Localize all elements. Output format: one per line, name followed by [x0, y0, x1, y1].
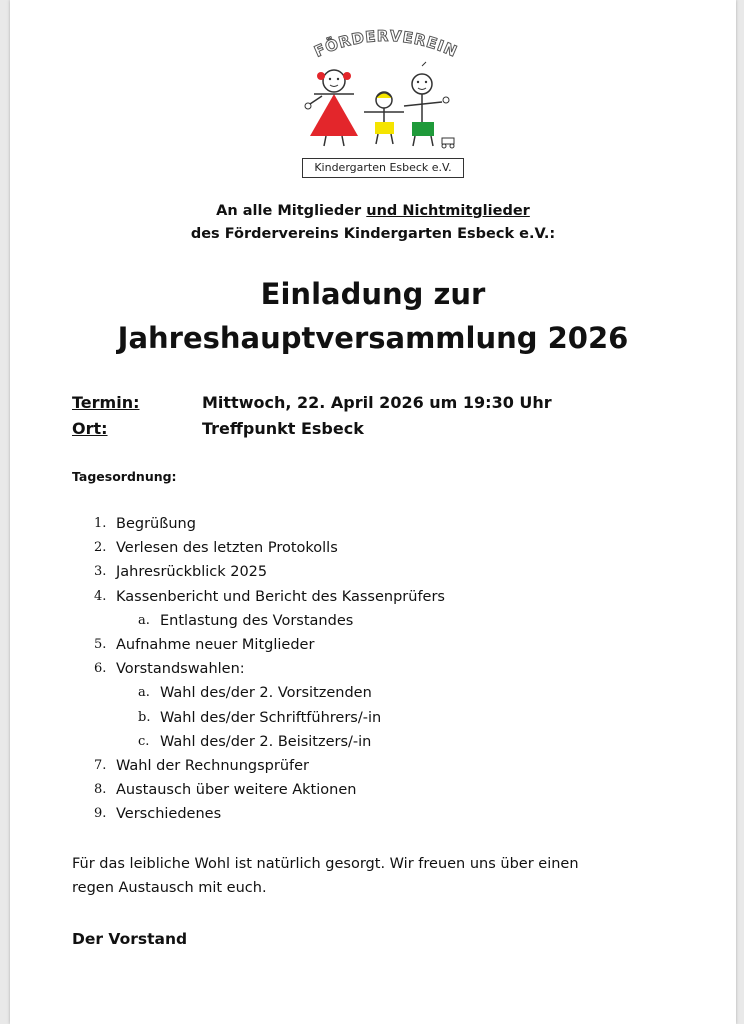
agenda-item [94, 536, 445, 560]
children-drawing [292, 26, 478, 156]
agenda-text: Wahl des/der 2. Vorsitzenden [160, 685, 372, 702]
agenda-item [94, 585, 445, 609]
agenda-item [94, 633, 445, 657]
termin-row [72, 390, 552, 416]
agenda-number: 8. [94, 782, 107, 798]
agenda-item [94, 560, 445, 584]
agenda-number: 1. [94, 516, 107, 531]
ort-label: Ort: [72, 419, 108, 438]
closing-line-2: regen Austausch mit euch. [72, 880, 267, 896]
agenda-text: Begrüßung [116, 516, 196, 532]
agenda-text: Wahl des/der 2. Beisitzers/-in [160, 733, 372, 750]
agenda-text: Entlastung des Vorstandes [160, 612, 354, 629]
agenda-subitem [94, 730, 445, 754]
title-line-1: Einladung zur [260, 277, 486, 311]
agenda-letter: a. [138, 612, 150, 628]
agenda-item [94, 802, 445, 826]
svg-text:FÖRDERVEREIN: FÖRDERVEREIN [311, 26, 461, 61]
agenda-text: Austausch über weitere Aktionen [116, 782, 357, 799]
agenda-text: Jahresrückblick 2025 [116, 564, 268, 581]
agenda-letter: a. [138, 685, 150, 701]
addressee-line-2: des Fördervereins Kindergarten Esbeck e.V.: [190, 226, 556, 242]
termin-label: Termin: [72, 393, 140, 412]
addressee-line-1 [10, 200, 736, 223]
document-page [10, 0, 736, 1024]
closing-line-1: Für das leibliche Wohl ist natürlich gesorgt. Wir freuen uns über einen [72, 856, 579, 872]
agenda-letter: b. [138, 709, 151, 725]
agenda-item [94, 778, 445, 802]
agenda-text: Aufnahme neuer Mitglieder [116, 637, 315, 654]
addressee-block [10, 200, 736, 246]
agenda-item [94, 754, 445, 778]
agenda-list [94, 512, 445, 827]
ort-row [72, 416, 552, 442]
agenda-text: Verlesen des letzten Protokolls [116, 540, 338, 557]
agenda-subitem [94, 681, 445, 705]
agenda-heading: Tagesordnung: [72, 469, 177, 484]
agenda-number: 5. [94, 637, 107, 653]
agenda-text: Vorstandswahlen: [116, 661, 245, 678]
logo-caption: Kindergarten Esbeck e.V. [302, 158, 464, 178]
agenda-number: 2. [94, 540, 107, 556]
agenda-subitem [94, 609, 445, 633]
agenda-letter: c. [138, 733, 150, 749]
addressee-underlined: und Nichtmitglieder [366, 203, 530, 219]
agenda-number: 6. [94, 661, 107, 677]
agenda-number: 7. [94, 758, 107, 774]
ort-value: Treffpunkt Esbeck [202, 419, 364, 438]
event-details [72, 390, 552, 442]
foerderverein-logo [292, 26, 478, 182]
agenda-text: Verschiedenes [116, 806, 222, 823]
page-title [10, 272, 736, 360]
termin-value: Mittwoch, 22. April 2026 um 19:30 Uhr [202, 393, 552, 412]
title-line-2: Jahreshauptversammlung 2026 [117, 321, 629, 355]
agenda-number: 4. [94, 588, 107, 604]
agenda-number: 9. [94, 806, 107, 822]
agenda-text: Kassenbericht und Bericht des Kassenprüfers [116, 588, 445, 605]
agenda-item [94, 512, 445, 536]
agenda-text: Wahl des/der Schriftführers/-in [160, 709, 382, 726]
signature: Der Vorstand [72, 930, 188, 948]
agenda-text: Wahl der Rechnungsprüfer [116, 758, 309, 775]
agenda-number: 3. [94, 564, 107, 580]
addressee-prefix: An alle Mitglieder [216, 203, 367, 219]
agenda-item [94, 657, 445, 681]
agenda-subitem [94, 706, 445, 730]
closing-paragraph [72, 852, 672, 900]
